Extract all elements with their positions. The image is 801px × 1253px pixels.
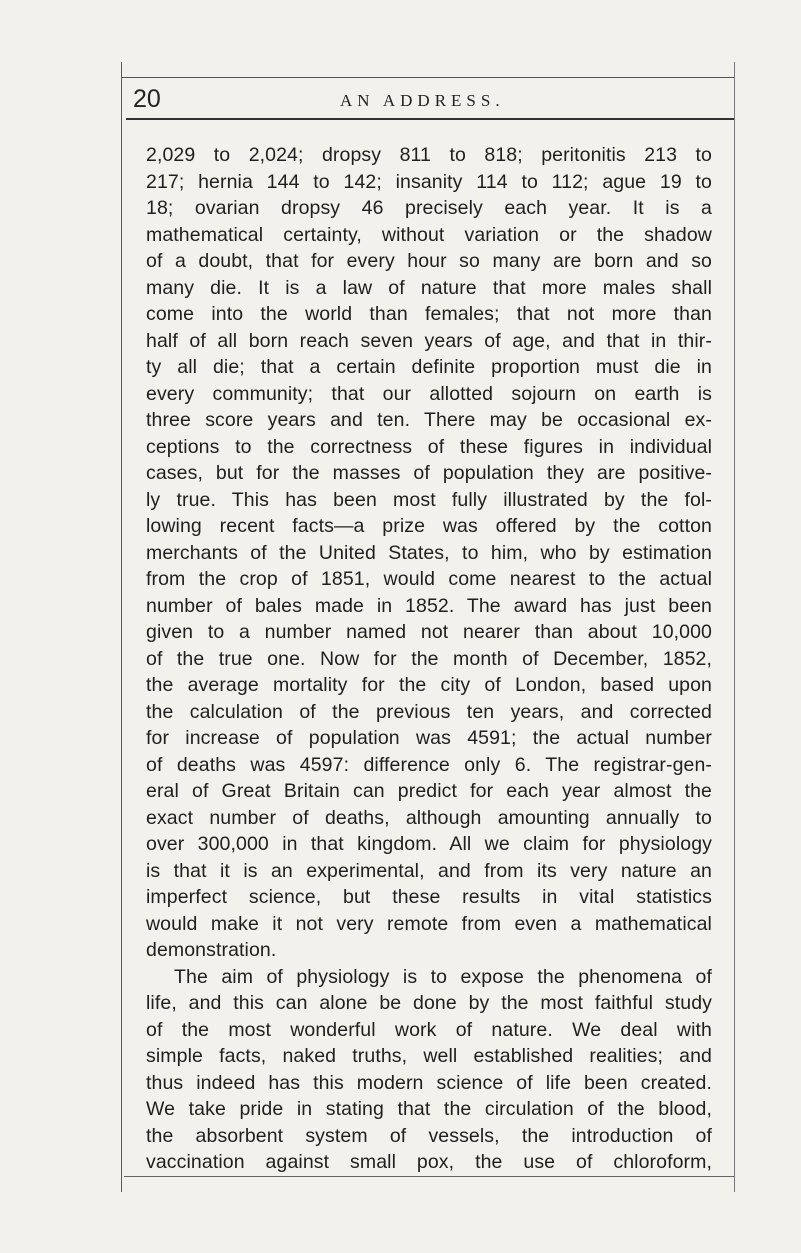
text-line: every community; that our allotted sojourn on earth is [146,382,712,405]
text-line: simple facts, naked truths, well established realities; and [146,1045,712,1067]
text-line: many die. It is a law of nature that more males shall [146,276,712,299]
text-line: of deaths was 4597: difference only 6. The registrar-gen- [146,753,712,776]
text-line: 18; ovarian dropsy 46 precisely each year. It is a [146,197,712,219]
text-line: the absorbent system of vessels, the introduction of [146,1124,712,1147]
text-line: is that it is an experimental, and from its very nature an [146,859,712,882]
text-line: imperfect science, but these results in vital statistics [146,886,712,908]
text-line: for increase of population was 4591; the actual number [146,727,712,749]
right-border-rule [734,62,735,1192]
text-line: vaccination against small pox, the use of chloroform, [146,1151,712,1173]
bottom-border-rule [124,1176,734,1177]
text-line: of the true one. Now for the month of December, 1852, [146,647,712,670]
text-line: of a doubt, that for every hour so many are born and so [146,250,712,272]
text-line: given to a number named not nearer than about 10,000 [146,621,712,643]
text-line: half of all born reach seven years of age, and that in thir- [146,329,712,352]
text-line: exact number of deaths, although amounting annually to [146,806,712,829]
text-line: ly true. This has been most fully illustrated by the fol- [146,488,712,511]
text-line: lowing recent facts—a prize was offered by the cotton [146,515,712,537]
text-line: mathematical certainty, without variation or the shadow [146,223,712,246]
text-line: merchants of the United States, to him, who by estimation [146,541,712,564]
text-line: 217; hernia 144 to 142; insanity 114 to 112; ague 19 to [146,170,712,193]
text-line: We take pride in stating that the circulation of the blood, [146,1098,712,1120]
text-line: eral of Great Britain can predict for each year almost the [146,780,712,802]
text-line: come into the world than females; that not more than [146,303,712,325]
top-border-rule [121,77,735,78]
body-text [146,142,712,1176]
text-line: the average mortality for the city of London, based upon [146,674,712,696]
left-border-rule [121,62,122,1192]
text-line: ceptions to the correctness of these figures in individual [146,435,712,458]
text-line: the calculation of the previous ten years, and corrected [146,700,712,723]
text-line: three score years and ten. There may be occasional ex- [146,409,712,431]
text-line: 2,029 to 2,024; dropsy 811 to 818; peritonitis 213 to [146,144,712,166]
page-number: 20 [133,85,161,113]
text-line: thus indeed has this modern science of life been created. [146,1071,712,1094]
text-line: ty all die; that a certain definite proportion must die in [146,356,712,378]
text-line: from the crop of 1851, would come nearest to the actual [146,568,712,590]
text-line: of the most wonderful work of nature. We deal with [146,1018,712,1041]
text-line: number of bales made in 1852. The award has just been [146,594,712,617]
text-line: demonstration. [146,939,277,961]
text-line: cases, but for the masses of population they are positive- [146,462,712,484]
running-title: AN ADDRESS. [340,91,505,110]
header-rule [126,118,734,120]
text-line: over 300,000 in that kingdom. All we claim for physiology [146,833,712,855]
text-line: would make it not very remote from even a mathematical [146,912,712,935]
text-line: The aim of physiology is to expose the phenomena of [174,965,712,988]
text-line: life, and this can alone be done by the most faithful study [146,992,712,1014]
